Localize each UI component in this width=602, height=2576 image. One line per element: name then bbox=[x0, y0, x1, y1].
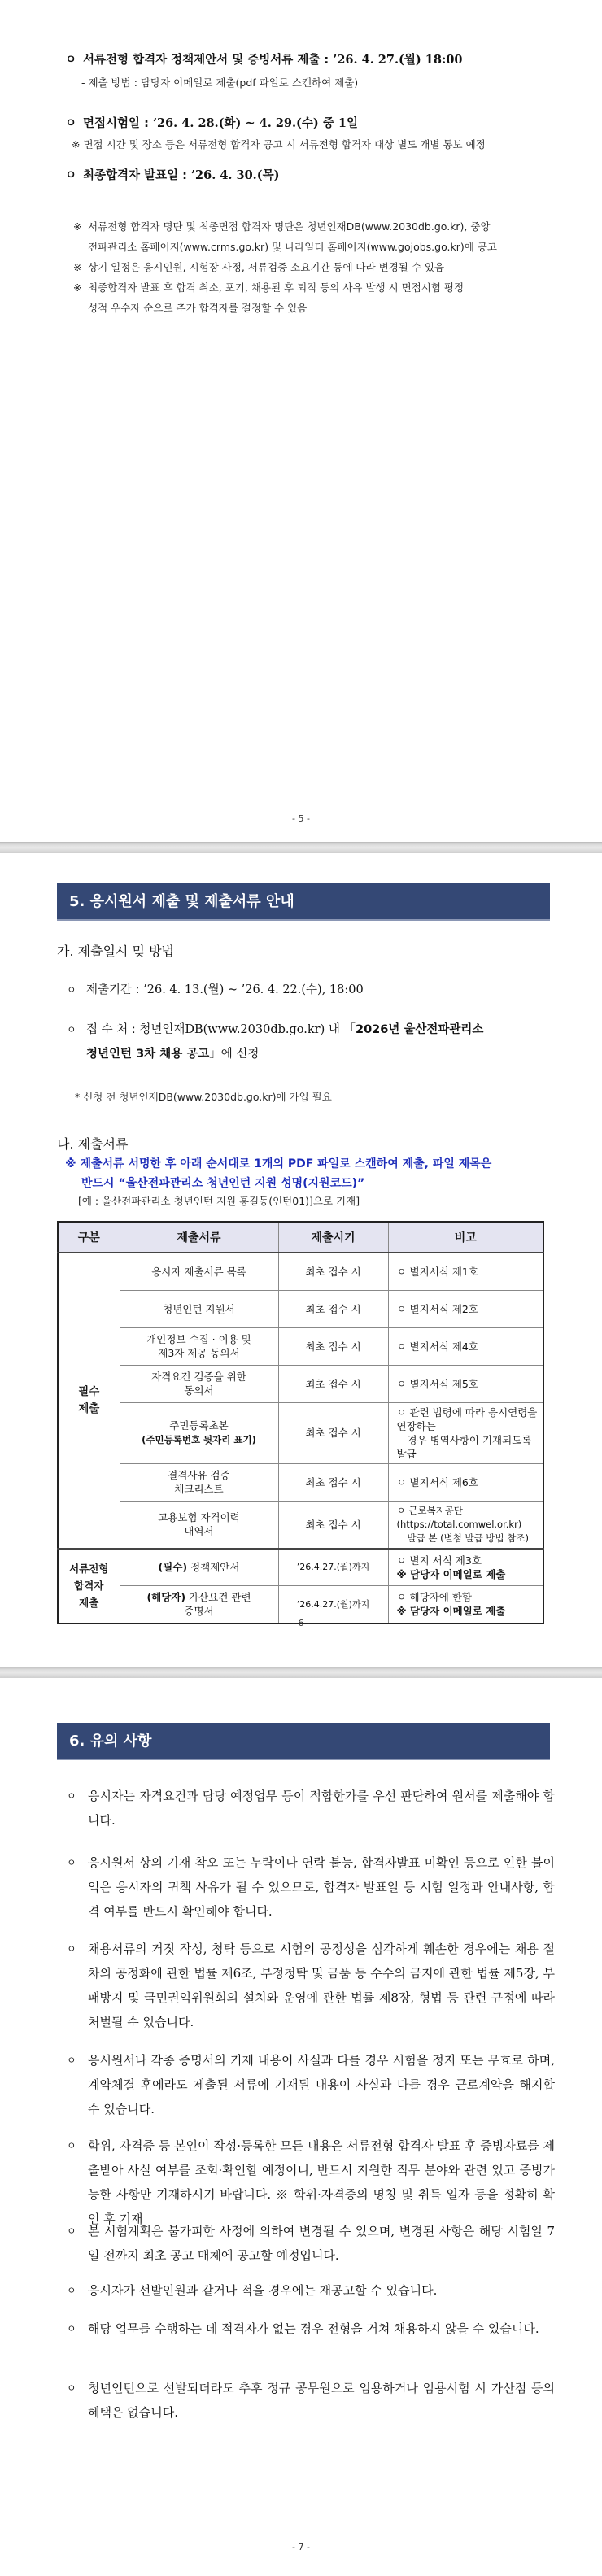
rule-item bbox=[67, 1784, 555, 1833]
bullet: ㅇ bbox=[67, 984, 76, 996]
rule-text: 응시자는 자격요건과 담당 예정업무 등이 적합한가를 우선 판단하여 원서를 제출해야 합니다. bbox=[88, 1789, 555, 1828]
bullet: ㅇ bbox=[65, 169, 77, 182]
bullet: ㅇ bbox=[67, 2055, 76, 2066]
submission-method: - 제출 방법 : 담당자 이메일로 제출(pdf 파일로 스캔하여 제출) bbox=[81, 76, 359, 89]
rule-item bbox=[67, 1850, 555, 1924]
bullet: ㅇ bbox=[67, 2225, 76, 2237]
note-text: 서류전형 합격자 명단 및 최종면접 합격자 명단은 청년인재DB(www.2030db.go.kr), 중앙 bbox=[88, 220, 491, 233]
note-text: 최종합격자 발표 후 합격 취소, 포기, 채용된 후 퇴직 등의 사유 발생 시 면접시험 평정 bbox=[88, 281, 465, 294]
note-2 bbox=[73, 257, 497, 277]
bullet: ㅇ bbox=[67, 2323, 76, 2334]
submission-period bbox=[67, 978, 364, 1002]
doc-line: 개인정보 수집 · 이용 및 bbox=[146, 1333, 251, 1345]
remark-line: 발급 본 (별첨 발급 방법 참조) bbox=[407, 1532, 529, 1544]
table-header-row bbox=[58, 1222, 543, 1253]
doc-line: 동의서 bbox=[184, 1384, 214, 1397]
bullet: ㅇ bbox=[67, 2140, 76, 2151]
document-page-6 bbox=[0, 853, 602, 1667]
item-value-cont: 」에 신청 bbox=[209, 1048, 260, 1061]
interview-note: ※ 면접 시간 및 장소 등은 서류전형 합격자 공고 시 서류전형 합격자 대상 별도 개별 통보 예정 bbox=[72, 138, 486, 150]
item-value: ’26. 4. 30.(목) bbox=[191, 168, 280, 182]
item-label: 서류전형 합격자 정책제안서 및 증빙서류 제출 : bbox=[83, 54, 334, 67]
rule-text: 본 시험계획은 불가피한 사정에 의하여 변경될 수 있으며, 변경된 사항은 해당 시험일 7일 전까지 최초 공고 매체에 공고할 예정입니다. bbox=[88, 2224, 555, 2263]
rule-text: 응시원서 상의 기재 착오 또는 누락이나 연락 불능, 합격자발표 미확인 등으로 인한 불이익은 응시자의 귀책 사유가 될 수 있으므로, 합격자 발표일 등 시험 일정과 안내사항, 합격 여부를 반드시 확인해야 합니다. bbox=[88, 1855, 555, 1919]
schedule-item-document-submission bbox=[65, 50, 463, 68]
submission-timing: 최초 접수 시 bbox=[278, 1253, 388, 1290]
schedule-item-interview-date bbox=[65, 114, 358, 131]
bullet: ㅇ bbox=[65, 117, 77, 130]
table-row bbox=[58, 1463, 543, 1501]
submission-timing: 최초 접수 시 bbox=[278, 1463, 388, 1501]
remark: ㅇ 별지서식 제1호 bbox=[388, 1253, 543, 1290]
page-number: - 5 - bbox=[292, 813, 310, 824]
announcement-title: 2026년 울산전파관리소 bbox=[355, 1023, 484, 1036]
rule-item bbox=[67, 2376, 555, 2425]
rule-text: 학위, 자격증 등 본인이 작성·등록한 모든 내용은 서류전형 합격자 발표 후 증빙자료를 제출받아 사실 여부를 조회·확인할 예정이니, 반드시 지원한 직무 분야와 관련 있고 증빙가능한 사항만 기재하시기 바랍니다. ※ 학위·자격증의 명칭 및 취득 일자 등을 정확히 확인 후 기재 bbox=[88, 2138, 555, 2226]
section-header: 5. 응시원서 제출 및 제출서류 안내 bbox=[57, 883, 550, 921]
submission-timing: ’26.4.27.(월)까지 bbox=[278, 1586, 388, 1624]
notes-block bbox=[73, 216, 497, 318]
bullet: ㅇ bbox=[67, 1943, 76, 1955]
signup-note: * 신청 전 청년인재DB(www.2030db.go.kr)에 가입 필요 bbox=[75, 1091, 332, 1103]
bullet: ㅇ bbox=[67, 1024, 76, 1035]
doc-line: 자격요건 검증을 위한 bbox=[151, 1371, 246, 1383]
rule-item bbox=[67, 1937, 555, 2034]
document-name: 청년인턴 지원서 bbox=[120, 1290, 278, 1327]
table-row bbox=[58, 1327, 543, 1365]
bullet: ㅇ bbox=[65, 54, 77, 67]
remark: ㅇ 별지서식 제6호 bbox=[388, 1463, 543, 1501]
note-1 bbox=[73, 216, 497, 237]
item-label: 제출기간 : bbox=[86, 983, 144, 996]
document-page-5 bbox=[0, 0, 602, 842]
submission-timing: ’26.4.27.(월)까지 bbox=[278, 1549, 388, 1586]
column-header: 제출서류 bbox=[120, 1222, 278, 1253]
doc-line: 가산요건 관련 bbox=[185, 1591, 251, 1604]
remark: ㅇ 별지서식 제2호 bbox=[388, 1290, 543, 1327]
remark bbox=[388, 1402, 543, 1463]
item-value: ’26. 4. 13.(월) ~ ’26. 4. 22.(수), 18:00 bbox=[143, 983, 364, 996]
rule-item bbox=[67, 2278, 555, 2303]
schedule-item-final-announcement bbox=[65, 166, 279, 183]
note-text-cont: 전파관리소 홈페이지(www.crms.go.kr) 및 나라일터 홈페이지(www.gojobs.go.kr)에 공고 bbox=[88, 241, 497, 253]
category-label: 제출 bbox=[78, 1401, 100, 1415]
remark-line: ㅇ 별지 서식 제3호 bbox=[396, 1554, 482, 1567]
instruction-line: 반드시 “울산전파관리소 청년인턴 지원 성명(지원코드)” bbox=[81, 1177, 365, 1190]
rule-text: 응시자가 선발인원과 같거나 적을 경우에는 재공고할 수 있습니다. bbox=[88, 2283, 438, 2298]
doc-line: 내역서 bbox=[184, 1525, 214, 1537]
section-header: 6. 유의 사항 bbox=[57, 1723, 550, 1760]
bullet: ㅇ bbox=[67, 2382, 76, 2394]
bullet: ㅇ bbox=[67, 1790, 76, 1802]
file-naming-instruction bbox=[65, 1154, 553, 1193]
rule-item bbox=[67, 2219, 555, 2268]
document-name: 응시자 제출서류 목록 bbox=[120, 1253, 278, 1290]
page-separator bbox=[0, 842, 602, 853]
doc-line: 주민등록초본 bbox=[169, 1419, 229, 1432]
submission-timing: 최초 접수 시 bbox=[278, 1402, 388, 1463]
table-row bbox=[58, 1501, 543, 1549]
subsection-heading-a: 가. 제출일시 및 방법 bbox=[57, 944, 174, 959]
item-value: ’26. 4. 27.(월) 18:00 bbox=[333, 53, 463, 67]
rule-text: 채용서류의 거짓 작성, 청탁 등으로 시험의 공정성을 심각하게 훼손한 경우에는 채용 절차의 공정화에 관한 법률 제6조, 부정청탁 및 금품 등 수수의 금지에 관한 법률 제5장, 부패방지 및 국민권익위원회의 설치와 운영에 관한 법률 제8장, 형법 등 관련 규정에 따라 처벌될 수 있습니다. bbox=[88, 1942, 555, 2029]
document-name bbox=[120, 1365, 278, 1402]
remark-line: ※ 담당자 이메일로 제출 bbox=[396, 1605, 506, 1618]
page-number: - 7 - bbox=[292, 2542, 310, 2552]
remark-line: ㅇ 근로복지공단(https://total.comwel.or.kr) bbox=[396, 1504, 522, 1530]
page-number: - 6 - bbox=[292, 1618, 310, 1628]
doc-prefix: (해당자) bbox=[146, 1591, 186, 1604]
rule-item bbox=[67, 2048, 555, 2121]
document-page-7 bbox=[0, 1678, 602, 2574]
remark-line: ※ 담당자 이메일로 제출 bbox=[396, 1567, 506, 1580]
submission-timing: 최초 접수 시 bbox=[278, 1365, 388, 1402]
document-name bbox=[120, 1402, 278, 1463]
category-document-pass bbox=[58, 1549, 120, 1624]
document-name bbox=[120, 1327, 278, 1365]
bullet: ㅇ bbox=[67, 1857, 76, 1868]
required-documents-table bbox=[57, 1221, 544, 1624]
table-row bbox=[58, 1290, 543, 1327]
table-row bbox=[58, 1549, 543, 1586]
submission-timing: 최초 접수 시 bbox=[278, 1290, 388, 1327]
note-text-cont: 성적 우수자 순으로 추가 합격자를 결정할 수 있음 bbox=[88, 302, 308, 314]
instruction-line: ※ 제출서류 서명한 후 아래 순서대로 1개의 PDF 파일로 스캔하여 제출, 파일 제목은 bbox=[65, 1157, 492, 1170]
document-name bbox=[120, 1463, 278, 1501]
column-header: 비고 bbox=[388, 1222, 543, 1253]
document-name bbox=[120, 1501, 278, 1549]
remark bbox=[388, 1501, 543, 1549]
category-required bbox=[58, 1253, 120, 1549]
doc-line: 체크리스트 bbox=[174, 1483, 224, 1495]
rule-text: 청년인턴으로 선발되더라도 추후 정규 공무원으로 임용하거나 임용시험 시 가산점 등의 혜택은 없습니다. bbox=[88, 2381, 555, 2420]
table-row bbox=[58, 1402, 543, 1463]
item-label: 면접시험일 : bbox=[83, 117, 153, 130]
column-header: 제출시기 bbox=[278, 1222, 388, 1253]
remark-line: ㅇ 해당자에 한함 bbox=[396, 1591, 472, 1604]
note-text: 상기 일정은 응시인원, 시험장 사정, 서류검증 소요기간 등에 따라 변경될 수 있음 bbox=[88, 261, 445, 273]
document-name bbox=[120, 1549, 278, 1586]
doc-line: 정책제안서 bbox=[187, 1561, 240, 1574]
item-value: ’26. 4. 28.(화) ~ 4. 29.(수) 중 1일 bbox=[152, 116, 358, 130]
category-label: 합격자 bbox=[74, 1580, 104, 1592]
naming-example: [예 : 울산전파관리소 청년인턴 지원 홍길동(인턴01)]으로 기재] bbox=[78, 1195, 360, 1207]
table-row bbox=[58, 1365, 543, 1402]
column-header: 구분 bbox=[58, 1222, 120, 1253]
doc-prefix: (필수) bbox=[158, 1561, 188, 1574]
submission-timing: 최초 접수 시 bbox=[278, 1327, 388, 1365]
item-label: 접 수 처 : bbox=[86, 1023, 140, 1036]
table-row bbox=[58, 1253, 543, 1290]
note-mark: ※ bbox=[73, 261, 82, 273]
bullet: ㅇ bbox=[67, 2285, 76, 2296]
item-label: 최종합격자 발표일 : bbox=[83, 169, 191, 182]
rule-text: 해당 업무를 수행하는 데 적격자가 없는 경우 전형을 거쳐 채용하지 않을 수 있습니다. bbox=[88, 2321, 539, 2336]
doc-note: (주민등록번호 뒷자리 표기) bbox=[142, 1434, 256, 1445]
rule-item bbox=[67, 2317, 555, 2341]
doc-line: 제3자 제공 동의서 bbox=[158, 1347, 240, 1359]
rule-item bbox=[67, 2134, 555, 2231]
remark-line: 경우 병역사항이 기재되도록 발급 bbox=[396, 1433, 532, 1460]
page-separator bbox=[0, 1667, 602, 1678]
submission-timing: 최초 접수 시 bbox=[278, 1501, 388, 1549]
item-value: 청년인재DB(www.2030db.go.kr) 내 「 bbox=[139, 1023, 356, 1036]
announcement-title-cont: 청년인턴 3차 채용 공고 bbox=[86, 1048, 210, 1061]
reception-place bbox=[67, 1018, 555, 1066]
category-label: 서류전형 bbox=[69, 1563, 109, 1575]
note-mark: ※ bbox=[73, 281, 82, 294]
doc-line: 결격사유 검증 bbox=[168, 1469, 230, 1481]
note-mark: ※ bbox=[73, 220, 82, 233]
category-label: 필수 bbox=[78, 1384, 100, 1398]
remark bbox=[388, 1549, 543, 1586]
note-3 bbox=[73, 277, 497, 298]
doc-line: 고용보험 자격이력 bbox=[158, 1511, 240, 1523]
doc-line: 증명서 bbox=[184, 1605, 214, 1618]
category-label: 제출 bbox=[79, 1597, 99, 1609]
subsection-heading-b: 나. 제출서류 bbox=[57, 1136, 129, 1152]
remark-line: ㅇ 관련 법령에 따라 응시연령을 연장하는 bbox=[396, 1406, 538, 1432]
remark: ㅇ 별지서식 제5호 bbox=[388, 1365, 543, 1402]
rule-text: 응시원서나 각종 증명서의 기재 내용이 사실과 다를 경우 시험을 정지 또는 무효로 하며, 계약체결 후에라도 제출된 서류에 기재된 내용이 사실과 다를 경우 근로계약을 해지할 수 있습니다. bbox=[88, 2053, 555, 2116]
remark: ㅇ 별지서식 제4호 bbox=[388, 1327, 543, 1365]
